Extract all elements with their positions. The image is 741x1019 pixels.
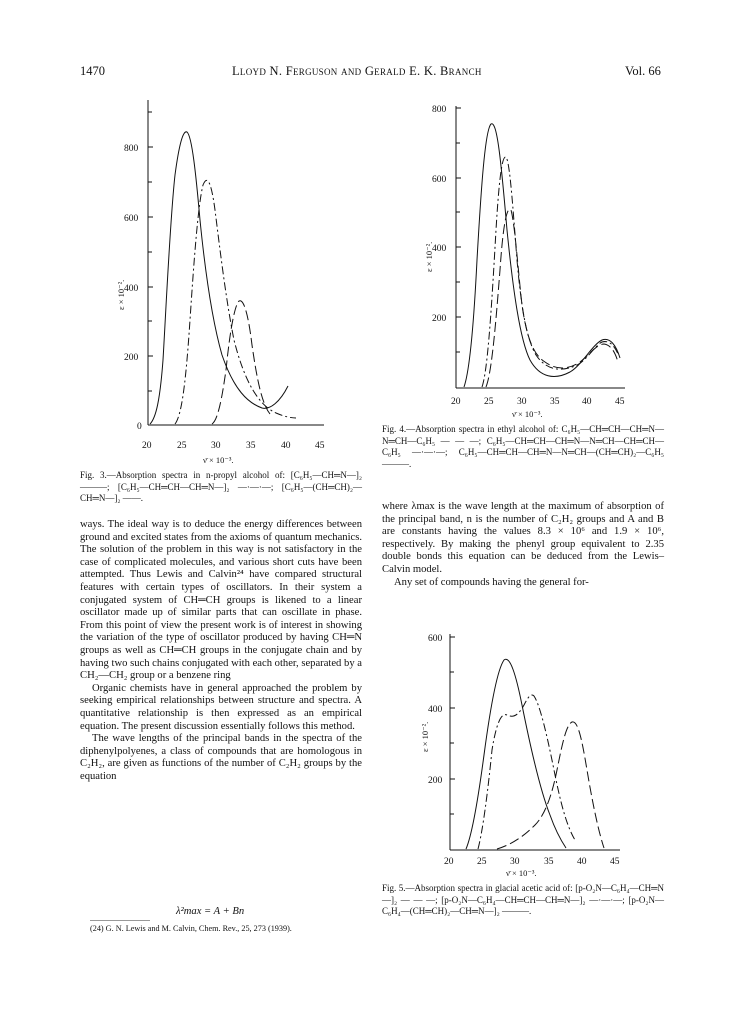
- fig4-xlabel: ν̄ × 10⁻³.: [512, 409, 543, 419]
- fig4-xtick-30: 30: [517, 397, 527, 407]
- fig5-xtick-30: 30: [510, 857, 520, 867]
- right-paragraph-2: Any set of compounds having the general for-: [394, 576, 589, 588]
- fig4-ytick-800: 800: [432, 105, 447, 115]
- fig4-xtick-35: 35: [550, 397, 560, 407]
- footnote: (24) G. N. Lewis and M. Calvin, Chem. Rev., 25, 273 (1939).: [90, 924, 292, 933]
- fig5-y-tickmarks: [450, 637, 455, 814]
- fig5-curve-solid: [466, 659, 566, 849]
- fig5-ytick-400: 400: [428, 705, 443, 715]
- fig4-caption: Fig. 4.—Absorption spectra in ethyl alcohol of: C₆H₅—CH═CH—CH═N—N═CH—C₆H₅ — — —; C₆H₅—CH═CH—CH═N—N═CH—CH═CH—C₆H₅ —·—·—; C₆H₅—CH═CH—CH═N—N═CH—(CH═CH)₂—C₆H₅ ———.: [382, 424, 664, 469]
- fig5-curve-dashed: [497, 722, 604, 849]
- fig3-ytick-200: 200: [124, 353, 139, 363]
- fig5-xtick-20: 20: [444, 857, 454, 867]
- fig5-xtick-25: 25: [477, 857, 487, 867]
- volume-label: Vol. 66: [625, 64, 661, 78]
- fig4-xtick-45: 45: [615, 397, 625, 407]
- fig4-xtick-25: 25: [484, 397, 494, 407]
- fig3-ylabel: ε × 10⁻².: [116, 279, 126, 310]
- fig3-xtick-45: 45: [315, 441, 325, 451]
- left-paragraph-3: The wave lengths of the principal bands in the spectra of the diphenylpolyenes, a class of compounds that are homologous in C₂H₂, are given as functions of the number of C₂H₂ groups by the equation: [80, 733, 362, 782]
- fig3-xlabel: ν̄ × 10⁻³.: [203, 455, 234, 465]
- page-number: 1470: [80, 64, 105, 78]
- footnote-rule: [90, 920, 150, 921]
- fig3-xtick-35: 35: [246, 441, 256, 451]
- fig3-ytick-800: 800: [124, 144, 139, 154]
- fig5-caption: Fig. 5.—Absorption spectra in glacial acetic acid of: [p-O₂N—C₆H₄—CH═N—]₂ — — —; [p-O₂N—C₆H₄—CH═CH—CH═N—]₂ —·—·—; [p-O₂N—C₆H₄—(CH═CH)₂—CH═N—]₂ ———.: [382, 883, 664, 917]
- fig3-xtick-25: 25: [177, 441, 187, 451]
- left-paragraph-2: Organic chemists have in general approached the problem by seeking empirical relationships between structure and spectra. A quantitative relationship is then expressed as an empirical equation. The present discussion essentially follows this method.: [80, 682, 362, 732]
- fig5-curve-dashdot: [478, 695, 575, 849]
- fig4-ytick-200: 200: [432, 314, 447, 324]
- fig3-xtick-20: 20: [142, 441, 152, 451]
- left-column-text: [80, 519, 362, 783]
- fig5-xlabel: ν̄ × 10⁻³.: [506, 868, 537, 878]
- fig5-xtick-40: 40: [577, 857, 587, 867]
- fig5-ytick-200: 200: [428, 776, 443, 786]
- fig5-xtick-45: 45: [610, 857, 620, 867]
- equation: λ²max = A + Bn: [176, 906, 245, 917]
- right-paragraph-1: where λmax is the wave length at the maximum of absorption of the principal band, n is the number of C₂H₂ groups and A and B are constants having the values 8.3 × 10⁶ and 1.9 × 10⁶, respectively. By making the phenyl group equivalent to 2.35 double bonds this equation can be deduced from the Lewis–Calvin model.: [382, 501, 664, 575]
- fig4-ytick-600: 600: [432, 175, 447, 185]
- fig5-xtick-35: 35: [544, 857, 554, 867]
- fig3-ytick-600: 600: [124, 214, 139, 224]
- fig3-xtick-30: 30: [211, 441, 221, 451]
- right-column-text: [382, 501, 664, 589]
- running-title: Lloyd N. Ferguson and Gerald E. K. Branch: [232, 64, 482, 78]
- fig3-xtick-40: 40: [281, 441, 291, 451]
- fig3-ytick-400: 400: [124, 284, 139, 294]
- fig5-ytick-600: 600: [428, 634, 443, 644]
- fig3-ytick-0: 0: [137, 422, 142, 432]
- fig5-ylabel: ε × 10⁻².: [420, 721, 430, 752]
- fig4-xtick-20: 20: [451, 397, 461, 407]
- fig4-ytick-400: 400: [432, 244, 447, 254]
- left-paragraph-1: ways. The ideal way is to deduce the energy differences between ground and excited states from the axioms of quantum mechanics. The solution of the problem in this way is not satisfactory in the case of complicated molecules, and various short cuts have been attempted. Thus Lewis and Calvin²⁴ have compared structural features with certain types of oscillators. In their system a conjugated system of CH═CH groups is likened to a linear oscillator made up of similar parts that can oscillate in phase. From this point of view the present work is of interest in showing the variation of the type of oscillator produced by having CH═N groups as well as CH═CH groups in the conjugate chain and by having two such chains conjugated with each other, separated by a CH₂—CH₂ group or a benzene ring: [80, 519, 362, 682]
- fig4-xtick-40: 40: [582, 397, 592, 407]
- fig3-caption: Fig. 3.—Absorption spectra in n-propyl alcohol of: [C₆H₅—CH═N—]₂ ———; [C₆H₅—CH═CH—CH═N—]₂ —·—·—; [C₆H₅—(CH═CH)₂—CH═N—]₂ ——.: [80, 470, 362, 504]
- fig4-ylabel: ε × 10⁻².: [424, 241, 434, 272]
